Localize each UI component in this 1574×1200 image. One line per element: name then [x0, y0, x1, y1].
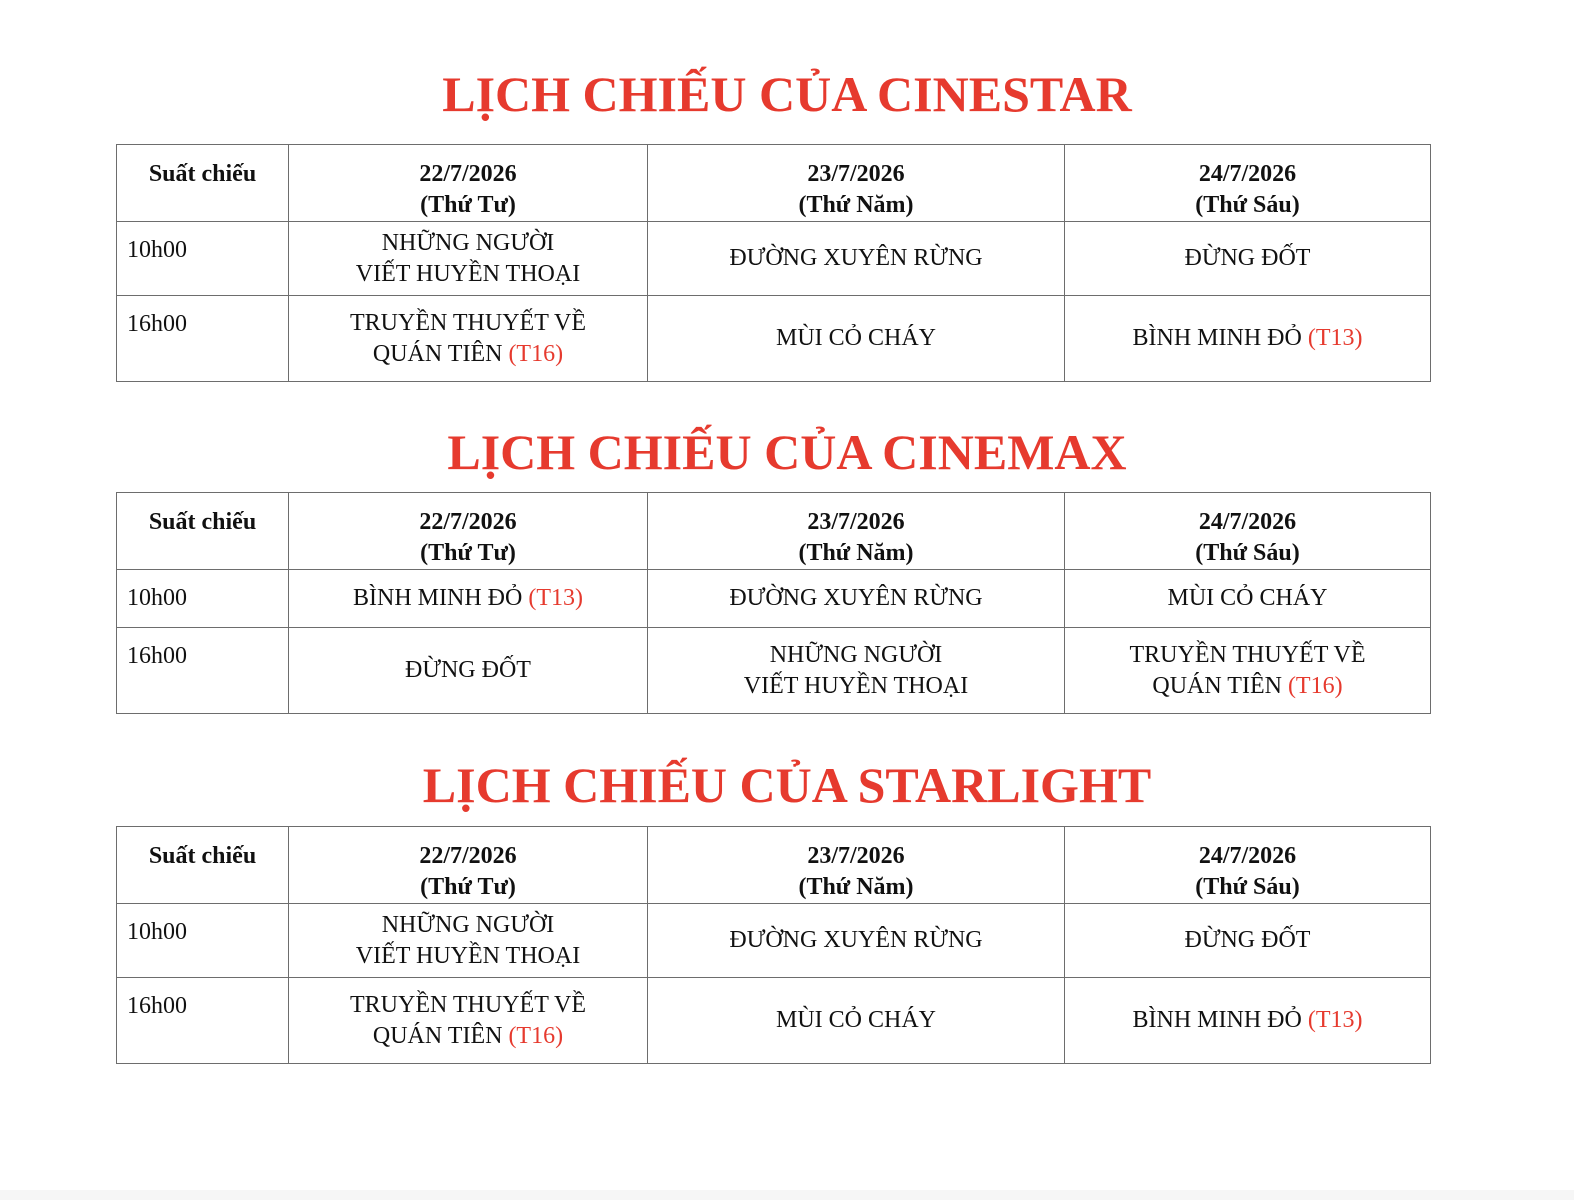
movie-title-line — [289, 339, 647, 370]
movie-title-text: MÙI CỎ CHÁY — [775, 1007, 936, 1033]
movie-title-text: BÌNH MINH ĐỎ — [353, 585, 529, 611]
movie-title-text: BÌNH MINH ĐỎ — [1132, 325, 1308, 351]
movie-title-line — [1065, 925, 1430, 956]
movie-cell — [1065, 628, 1431, 714]
header-row — [117, 493, 1431, 570]
movie-cell — [648, 904, 1065, 978]
movie-title-text: MÙI CỎ CHÁY — [1167, 585, 1328, 611]
movie-title-text: ĐƯỜNG XUYÊN RỪNG — [729, 927, 983, 953]
schedule-table — [116, 826, 1431, 1064]
day-date: 22/7/2026 — [419, 843, 517, 869]
schedule-table — [116, 492, 1431, 714]
movie-cell — [289, 904, 648, 978]
movie-cell — [1065, 904, 1431, 978]
movie-title-text: ĐỪNG ĐỐT — [1184, 927, 1311, 953]
movie-title-line — [289, 990, 647, 1021]
movie-title-line — [648, 925, 1064, 956]
day-date: 24/7/2026 — [1198, 161, 1297, 187]
age-rating-badge: (T16) — [508, 1022, 564, 1049]
day-weekday: (Thứ Sáu) — [1195, 192, 1300, 218]
movie-title-text: MÙI CỎ CHÁY — [775, 325, 936, 351]
day-date: 22/7/2026 — [419, 161, 517, 187]
movie-title-line — [289, 910, 647, 941]
movie-title-line — [1065, 323, 1430, 354]
section-title: LỊCH CHIẾU CỦA CINEMAX — [447, 424, 1127, 480]
page-bottom-strip — [0, 1190, 1574, 1200]
movie-title-line — [289, 259, 647, 290]
schedule-row — [117, 570, 1431, 628]
movie-title-text: TRUYỀN THUYẾT VỀ — [350, 991, 586, 1018]
movie-cell — [1065, 222, 1431, 296]
movie-title-text: NHỮNG NGƯỜI — [381, 229, 555, 256]
day-date: 24/7/2026 — [1198, 843, 1297, 869]
movie-title-line — [648, 243, 1064, 274]
movie-title-text: NHỮNG NGƯỜI — [381, 911, 555, 938]
movie-title-line — [648, 583, 1064, 614]
movie-title-line — [648, 671, 1064, 702]
movie-title-text: VIẾT HUYỀN THOẠI — [743, 672, 969, 699]
age-rating-badge: (T13) — [1307, 1007, 1363, 1033]
section-title: LỊCH CHIẾU CỦA STARLIGHT — [422, 757, 1152, 813]
movie-title-text: QUÁN TIÊN — [1152, 672, 1288, 699]
schedule-row — [117, 296, 1431, 382]
day-column-header — [289, 493, 648, 570]
age-rating-badge: (T13) — [528, 585, 583, 611]
movie-cell — [289, 570, 648, 628]
showtime-cell: 16h00 — [117, 628, 289, 714]
day-column-header — [1065, 827, 1431, 904]
day-weekday: (Thứ Năm) — [798, 540, 914, 566]
movie-title-text: ĐƯỜNG XUYÊN RỪNG — [729, 245, 983, 271]
header-row — [117, 145, 1431, 222]
movie-title-text: VIẾT HUYỀN THOẠI — [355, 942, 581, 969]
showtime-cell: 10h00 — [117, 570, 289, 628]
schedule-row — [117, 904, 1431, 978]
day-weekday: (Thứ Sáu) — [1195, 874, 1300, 900]
movie-cell — [1065, 296, 1431, 382]
day-weekday: (Thứ Năm) — [798, 874, 914, 900]
day-column-header — [648, 145, 1065, 222]
day-date: 22/7/2026 — [419, 509, 517, 535]
showtime-cell: 16h00 — [117, 978, 289, 1064]
movie-title-line — [1065, 243, 1430, 274]
day-weekday: (Thứ Tư) — [420, 192, 516, 218]
movie-cell — [289, 222, 648, 296]
movie-cell — [1065, 978, 1431, 1064]
schedule-row — [117, 628, 1431, 714]
movie-title-line — [1065, 671, 1430, 702]
movie-title-line — [1065, 583, 1430, 614]
movie-title-text: TRUYỀN THUYẾT VỀ — [350, 309, 586, 336]
showtime-cell: 10h00 — [117, 904, 289, 978]
schedule-row — [117, 978, 1431, 1064]
day-column-header — [1065, 145, 1431, 222]
movie-title-line — [1065, 1005, 1430, 1036]
day-column-header — [648, 493, 1065, 570]
day-weekday: (Thứ Tư) — [420, 540, 516, 566]
movie-title-text: QUÁN TIÊN — [372, 340, 509, 367]
day-date: 23/7/2026 — [807, 509, 905, 535]
movie-cell — [648, 628, 1065, 714]
schedule-row — [117, 222, 1431, 296]
movie-title-line — [289, 583, 647, 614]
day-weekday: (Thứ Tư) — [420, 874, 516, 900]
movie-title-text: ĐỪNG ĐỐT — [405, 657, 531, 683]
day-column-header — [289, 827, 648, 904]
movie-title-text: QUÁN TIÊN — [372, 1022, 509, 1049]
showtime-cell: 10h00 — [117, 222, 289, 296]
movie-title-line — [648, 640, 1064, 671]
slot-column-header: Suất chiếu — [117, 827, 289, 904]
movie-title-line — [289, 941, 647, 972]
day-weekday: (Thứ Năm) — [798, 192, 914, 218]
day-date: 23/7/2026 — [807, 161, 905, 187]
movie-title-line — [648, 1005, 1064, 1036]
day-column-header — [648, 827, 1065, 904]
movie-title-text: VIẾT HUYỀN THOẠI — [355, 260, 581, 287]
movie-title-text: ĐƯỜNG XUYÊN RỪNG — [729, 585, 983, 611]
showtime-cell: 16h00 — [117, 296, 289, 382]
movie-title-line — [289, 1021, 647, 1052]
slot-column-header: Suất chiếu — [117, 145, 289, 222]
movie-cell — [648, 978, 1065, 1064]
movie-cell — [289, 978, 648, 1064]
age-rating-badge: (T13) — [1307, 325, 1363, 351]
age-rating-badge: (T16) — [1287, 672, 1343, 699]
movie-cell — [289, 296, 648, 382]
movie-title-text: ĐỪNG ĐỐT — [1184, 245, 1311, 271]
movie-title-line — [289, 308, 647, 339]
schedule-table — [116, 144, 1431, 382]
section-title: LỊCH CHIẾU CỦA CINESTAR — [442, 66, 1132, 122]
movie-title-line — [648, 323, 1064, 354]
movie-cell — [648, 296, 1065, 382]
day-date: 24/7/2026 — [1198, 509, 1297, 535]
movie-cell — [1065, 570, 1431, 628]
movie-title-text: TRUYỀN THUYẾT VỀ — [1129, 641, 1366, 668]
age-rating-badge: (T16) — [508, 340, 564, 367]
header-row — [117, 827, 1431, 904]
day-column-header — [289, 145, 648, 222]
day-weekday: (Thứ Sáu) — [1195, 540, 1300, 566]
movie-title-line — [289, 228, 647, 259]
movie-title-line — [289, 655, 647, 686]
slot-column-header: Suất chiếu — [117, 493, 289, 570]
movie-cell — [648, 570, 1065, 628]
movie-title-text: NHỮNG NGƯỜI — [769, 641, 943, 668]
day-date: 23/7/2026 — [807, 843, 905, 869]
movie-title-line — [1065, 640, 1430, 671]
day-column-header — [1065, 493, 1431, 570]
movie-cell — [648, 222, 1065, 296]
movie-cell — [289, 628, 648, 714]
movie-title-text: BÌNH MINH ĐỎ — [1132, 1007, 1308, 1033]
